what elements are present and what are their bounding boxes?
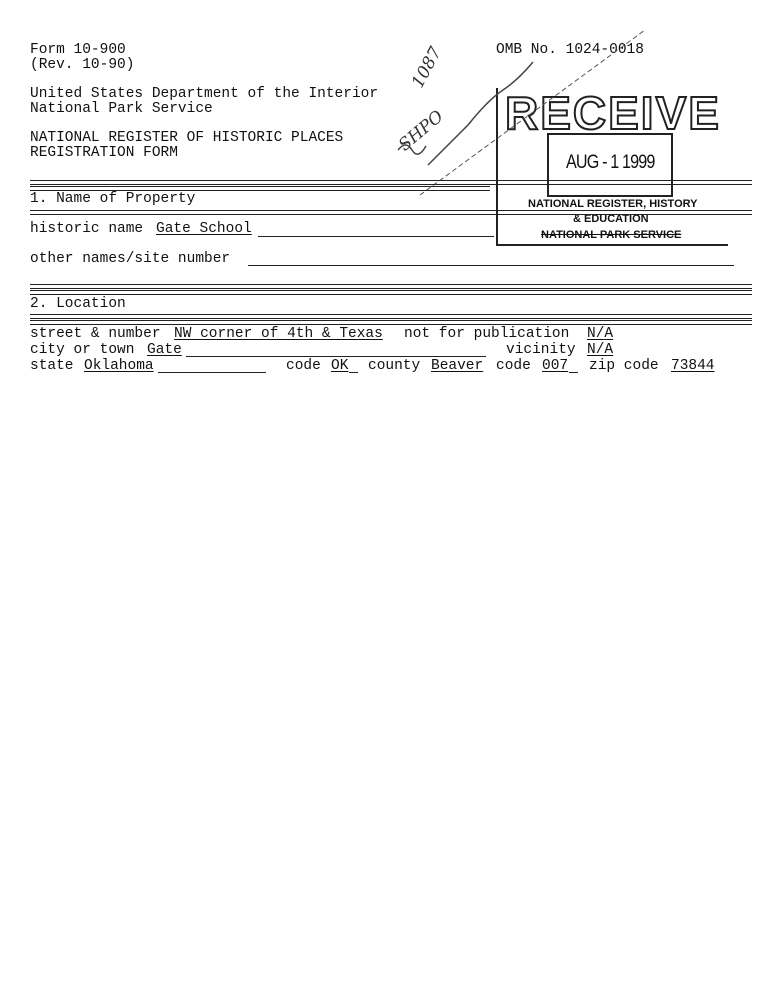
street-label: street & number (30, 326, 161, 342)
stamp-date: AUG - 1 1999 (566, 152, 655, 173)
separator-line (30, 290, 752, 295)
historic-name-value[interactable]: Gate School (156, 221, 252, 237)
county-value[interactable]: Beaver (431, 358, 484, 374)
county-code-value[interactable]: 007 (542, 358, 569, 374)
separator-line (30, 284, 752, 289)
department-name: United States Department of the Interior (30, 86, 379, 102)
other-names-underline (248, 265, 734, 266)
historic-name-underline (258, 236, 494, 237)
city-underline (186, 356, 486, 357)
state-underline (158, 372, 266, 373)
county-label: county (368, 358, 421, 374)
stamp-received-text: RECEIVE (505, 87, 721, 139)
zip-label: zip code (589, 358, 659, 374)
city-value[interactable]: Gate (147, 342, 182, 358)
stamp-line-3: NATIONAL PARK SERVICE (541, 229, 682, 241)
handwritten-signature (428, 62, 533, 165)
form-number: Form 10-900 (30, 42, 126, 58)
vicinity-value[interactable]: N/A (587, 342, 614, 358)
handwritten-number: 1087 (408, 43, 446, 92)
not-for-publication-label: not for publication (404, 326, 570, 342)
state-label: state (30, 358, 74, 374)
other-names-label: other names/site number (30, 251, 231, 267)
separator-line (30, 210, 752, 215)
separator-line (30, 314, 752, 319)
stamp-line-2: & EDUCATION (573, 213, 649, 225)
form-revision: (Rev. 10-90) (30, 57, 135, 73)
form-title: REGISTRATION FORM (30, 145, 178, 161)
state-code-label: code (286, 358, 321, 374)
separator-line (30, 180, 752, 185)
section-1-heading: 1. Name of Property (30, 191, 196, 207)
city-label: city or town (30, 342, 135, 358)
section-2-heading: 2. Location (30, 296, 126, 312)
register-title: NATIONAL REGISTER OF HISTORIC PLACES (30, 130, 344, 146)
service-name: National Park Service (30, 101, 213, 117)
vicinity-label: vicinity (506, 342, 576, 358)
zip-value[interactable]: 73844 (671, 358, 715, 374)
omb-number: OMB No. 1024-0018 (496, 42, 644, 58)
stamp-line-1: NATIONAL REGISTER, HISTORY (528, 198, 698, 210)
state-code-value[interactable]: OK (331, 358, 349, 374)
county-code-label: code (496, 358, 531, 374)
not-for-publication-value[interactable]: N/A (587, 326, 614, 342)
state-code-underline (349, 372, 358, 373)
diagonal-pen-stroke (420, 30, 645, 195)
separator-line (30, 320, 752, 325)
street-value[interactable]: NW corner of 4th & Texas (174, 326, 383, 342)
county-code-underline (569, 372, 578, 373)
state-value[interactable]: Oklahoma (84, 358, 154, 374)
historic-name-label: historic name (30, 221, 144, 237)
handwritten-note: SHPO (395, 106, 448, 156)
